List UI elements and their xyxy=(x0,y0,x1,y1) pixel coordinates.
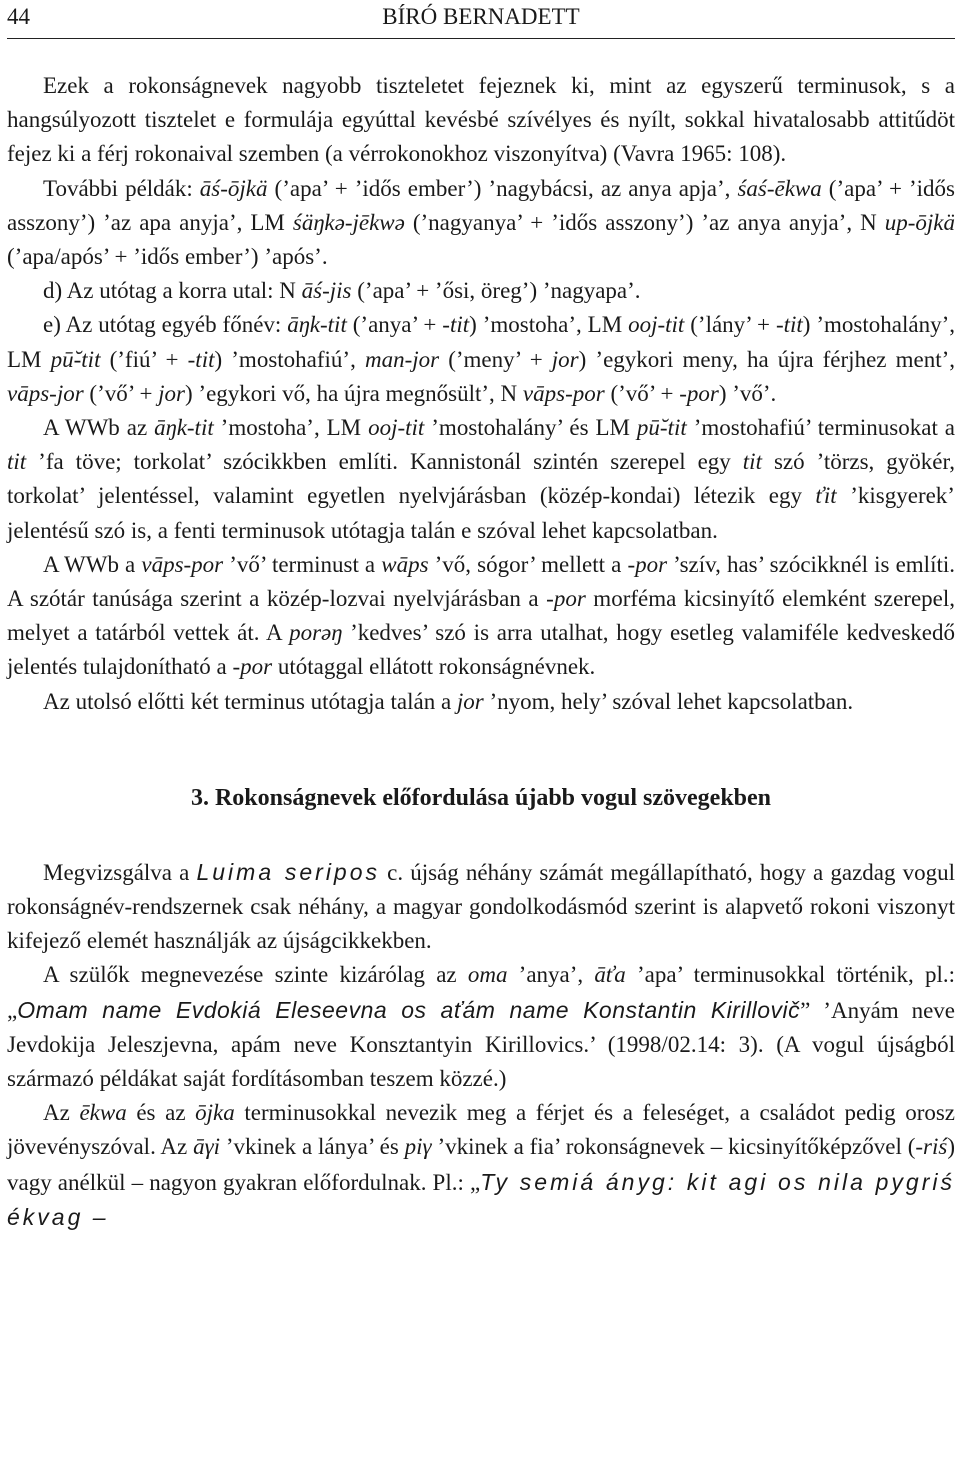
article-body xyxy=(7,69,955,1235)
paragraph-8: Megvizsgálva a Luima seripos c. újság néhány számát megállapítható, hogy a gazdag vogul rokonságnév-rendszernek csak néhány, a magyar gondolkodásmód szerint is alapvető rokoni viszonyt kifejező elemét használják az újságcikkekben. xyxy=(7,858,955,954)
running-title: BÍRÓ BERNADETT xyxy=(382,4,580,29)
paragraph-10: Az ēkwa és az ōjka terminusokkal nevezik meg a férjet és a feleséget, a családot pedig orosz jövevényszóval. Az āγi ’vkinek a lánya’ és piγ ’vkinek a fia’ rokonságnevek – kicsinyítőképzővel (-riś) vagy anélkül – nagyon gyakran előfordulnak. Pl.: „Ty semiá ányg: kit agi os nila pygriś ékvag – xyxy=(7,1100,956,1230)
paragraph-6: A WWb a vāps-por ’vő’ terminust a wāps ’vő, sógor’ mellett a -por ’szív, has’ szócikknél is említi. A szótár tanúsága szerint a közép-lozvai nyelvjárásban a -por morféma kicsinyítő elemként szerepel, melyet a tatárból vettek át. A porəŋ ’kedves’ szó is arra utalhat, hogy esetleg valamiféle kedveskedő jelentés tulajdonítható a -por utótaggal ellátott rokonságnévnek. xyxy=(7,551,955,680)
section-heading: 3. Rokonságnevek előfordulása újabb vogul szövegekben xyxy=(190,784,772,811)
paragraph-4: e) Az utótag egyéb főnév: āŋk-tit (’anya’ + -tit) ’mostoha’, LM ooj-tit (’lány’ + -tit) ’mostohalány’, LM pū̆-tit (’fiú’ + -tit) ’mostohafiú’, man-jor (’meny’ + jor) ’egykori meny, ha újra férjhez ment’, vāps-jor (’vő’ + jor) ’egykori vő, ha újra megnősült’, N vāps-por (’vő’ + -por) ’vő’. xyxy=(7,312,956,406)
page-number: 44 xyxy=(7,4,30,29)
paragraph-2: További példák: āś-ōjkä (’apa’ + ’idős ember’) ’nagybácsi, az anya apja’, śaś-ēkwa (’apa’ + ’idős asszony’) ’az apa anyja’, LM śäŋkə-jēkwə (’nagyanya’ + ’idős asszony’) ’az anya anyja’, N up-ōjkä (’apa/após’ + ’idős ember’) ’após’. xyxy=(7,175,955,270)
paragraph-3: d) Az utótag a korra utal: N āś-jis (’apa’ + ’ősi, öreg’) ’nagyapa’. xyxy=(43,278,641,304)
paragraph-9: A szülők megnevezése szinte kizárólag az oma ’anya’, āťa ’apa’ terminusokkal történik, pl.: „Omam name Evdokiá Eleseevna os aťám name Konstantin Kirillovič” ’Anyám neve Jevdokija Jeleszjevna, apám neve Konsztantyin Kirillovics.’ (1998/02.14: 3). (A vogul újságból származó példákat saját fordításomban teszem közzé.) xyxy=(7,962,955,1092)
document-page xyxy=(7,0,955,1235)
paragraph-1: Ezek a rokonságnevek nagyobb tiszteletet fejeznek ki, mint az egyszerű terminusok, s a hangsúlyozott tisztelet e formulája egyúttal kevésbé szívélyes és nyílt, sokkal hivatalosabb attitűdöt fejez ki a férj rokonaival szemben (a vérrokonokhoz viszonyítva) (Vavra 1965: 108). xyxy=(7,73,955,167)
running-header xyxy=(7,2,955,39)
paragraph-7: Az utolsó előtti két terminus utótagja talán a jor ’nyom, hely’ szóval lehet kapcsolatban. xyxy=(43,688,854,714)
paragraph-5: A WWb az āŋk-tit ’mostoha’, LM ooj-tit ’mostohalány’ és LM pū̆-tit ’mostohafiú’ terminusokat a tit ’fa töve; torkolat’ szócikkben említi. Kannistonál szintén szerepel egy tit szó ’törzs, gyökér, torkolat’ jelentéssel, valamint egyetlen nyelvjárásban (közép-kondai) létezik egy ťit ’kisgyerek’ jelentésű szó is, a fenti terminusok utótagja talán e szóval lehet kapcsolatban. xyxy=(7,415,955,543)
